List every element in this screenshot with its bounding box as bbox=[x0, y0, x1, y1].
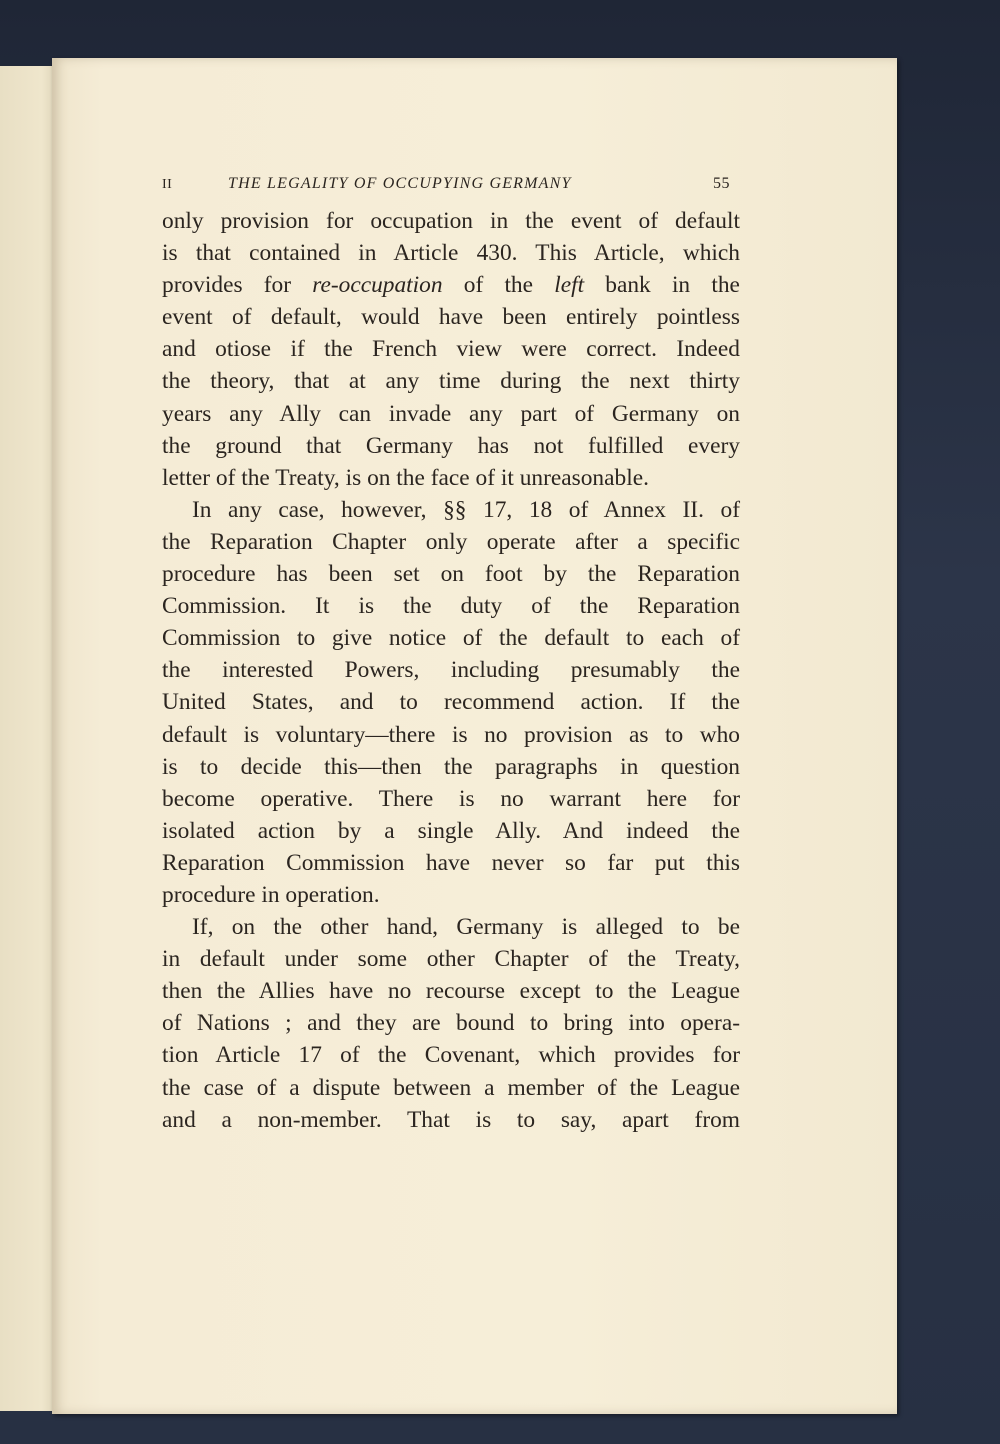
page-number: 55 bbox=[713, 175, 730, 192]
paragraph-1 bbox=[162, 205, 740, 494]
running-title: THE LEGALITY OF OCCUPYING GERMANY bbox=[228, 175, 572, 192]
text-line: procedure has been set on foot by the Reparation bbox=[162, 561, 740, 588]
text-line: the ground that Germany has not fulfilled every bbox=[162, 432, 740, 459]
text-line: then the Allies have no recourse except to the League bbox=[162, 978, 740, 1005]
text-line: the case of a dispute between a member of the League bbox=[162, 1074, 740, 1101]
text-line: and otiose if the French view were correct. Indeed bbox=[162, 336, 740, 363]
text-line: event of default, would have been entirely pointless bbox=[162, 304, 740, 331]
text-line: the interested Powers, including presumably the bbox=[162, 657, 740, 684]
paragraph-3 bbox=[162, 911, 740, 1136]
text-line: years any Ally can invade any part of Germany on bbox=[162, 400, 740, 427]
text-line: the theory, that at any time during the next thirty bbox=[162, 368, 740, 395]
text-line: default is voluntary—there is no provision as to who bbox=[162, 721, 740, 748]
text-line: only provision for occupation in the event of default bbox=[162, 208, 740, 234]
text-line: Reparation Commission have never so far put this bbox=[162, 849, 740, 876]
text-line: in default under some other Chapter of the Treaty, bbox=[162, 946, 740, 973]
text-line: is that contained in Article 430. This Article, which bbox=[162, 240, 740, 267]
text-line: In any case, however, §§ 17, 18 of Annex II. of bbox=[192, 496, 740, 523]
paragraph-2 bbox=[162, 494, 740, 911]
text-line: is to decide this—then the paragraphs in question bbox=[162, 753, 740, 780]
italic-phrase: re-occupation bbox=[312, 272, 443, 299]
text-line: Commission. It is the duty of the Reparation bbox=[162, 593, 740, 620]
text-line: and a non-member. That is to say, apart from bbox=[162, 1106, 740, 1133]
running-head bbox=[162, 171, 740, 201]
text-line: the Reparation Chapter only operate after a specific bbox=[162, 528, 740, 555]
italic-phrase: left bbox=[554, 272, 585, 299]
page-content bbox=[162, 171, 740, 1136]
text-line: of Nations ; and they are bound to bring into opera- bbox=[162, 1010, 740, 1037]
text-line: If, on the other hand, Germany is alleged to be bbox=[192, 914, 740, 941]
text-line-with-italics: provides for re-occupation of the left bank in the bbox=[162, 272, 740, 299]
book-page bbox=[52, 58, 897, 1414]
text-line: tion Article 17 of the Covenant, which provides for bbox=[162, 1042, 740, 1069]
text-line: become operative. There is no warrant here for bbox=[162, 785, 740, 812]
text-line: letter of the Treaty, is on the face of it unreasonable. bbox=[162, 464, 649, 491]
text-line: Commission to give notice of the default to each of bbox=[162, 625, 740, 652]
chapter-number: II bbox=[162, 177, 173, 192]
text-line: procedure in operation. bbox=[162, 881, 380, 908]
text-line: isolated action by a single Ally. And indeed the bbox=[162, 817, 740, 844]
text-line: United States, and to recommend action. If the bbox=[162, 689, 740, 716]
